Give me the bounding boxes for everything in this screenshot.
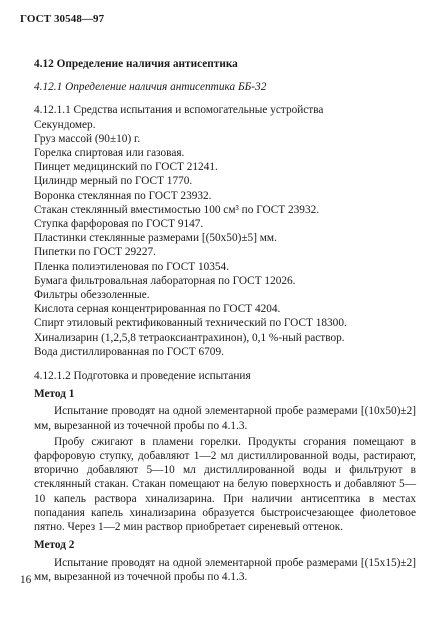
document-code-header: ГОСТ 30548—97 — [20, 13, 105, 25]
page-content — [34, 57, 416, 586]
equipment-item: Бумага фильтровальная лабораторная по ГОСТ 12026. — [34, 274, 296, 287]
page-number: 16 — [20, 574, 32, 586]
procedure-heading: 4.12.1.2 Подготовка и проведение испытания — [34, 370, 251, 383]
method-2-title: Метод 2 — [34, 539, 75, 552]
equipment-item: Фильтры обеззоленные. — [34, 289, 150, 302]
method-1-title: Метод 1 — [34, 388, 75, 401]
equipment-item: Пленка полиэтиленовая по ГОСТ 10354. — [34, 260, 230, 273]
equipment-item: Спирт этиловый ректификованный технический по ГОСТ 18300. — [34, 317, 347, 330]
equipment-block — [34, 103, 416, 359]
equipment-item: Хинализарин (1,2,5,8 тетраоксиантрахинон), 0,1 %-ный раствор. — [34, 331, 345, 344]
equipment-item: Воронка стеклянная по ГОСТ 23932. — [34, 189, 212, 202]
equipment-item: Кислота серная концентрированная по ГОСТ 4204. — [34, 303, 281, 316]
equipment-heading: 4.12.1.1 Средства испытания и вспомогательные устройства — [34, 104, 324, 117]
section-title: 4.12 Определение наличия антисептика — [34, 58, 238, 70]
equipment-item: Стакан стеклянный вместимостью 100 см³ по ГОСТ 23932. — [34, 203, 320, 216]
equipment-item: Секундомер. — [34, 118, 96, 131]
equipment-item: Ступка фарфоровая по ГОСТ 9147. — [34, 218, 204, 231]
equipment-item: Пипетки по ГОСТ 29227. — [34, 246, 156, 259]
procedure-block — [34, 369, 416, 584]
method-2-paragraph: Испытание проводят на одной элементарной пробе размерами [(15х15)±2] мм, вырезанной из точечной пробы по 4.1.3. — [34, 556, 416, 583]
equipment-item: Горелка спиртовая или газовая. — [34, 147, 185, 160]
method-1-paragraph: Пробу сжигают в пламени горелки. Продукты сгорания помещают в фарфоровую ступку, добавляют 1—2 мл дистиллированной воды, растирают, вторично добавляют 5—10 мл дистиллированной воды и фильтруют в стеклянный стакан. Стакан помещают на белую поверхность и добавляют 5—10 капель раствора хинализарина. При наличии антисептика в местах попадания капель хинализарина образуется быстроисчезающее фиолетовое пятно. Через 1—2 мин раствор приобретает сиреневый оттенок. — [34, 435, 416, 534]
equipment-item: Пинцет медицинский по ГОСТ 21241. — [34, 161, 218, 174]
method-1-paragraph: Испытание проводят на одной элементарной пробе размерами [(10х50)±2] мм, вырезанной из точечной пробы по 4.1.3. — [34, 405, 416, 432]
equipment-item: Груз массой (90±10) г. — [34, 132, 141, 145]
subsection-title: 4.12.1 Определение наличия антисептика ББ-32 — [34, 81, 267, 94]
equipment-item: Пластинки стеклянные размерами [(50х50)±5] мм. — [34, 232, 277, 245]
equipment-item: Вода дистиллированная по ГОСТ 6709. — [34, 345, 224, 358]
equipment-item: Цилиндр мерный по ГОСТ 1770. — [34, 175, 193, 188]
